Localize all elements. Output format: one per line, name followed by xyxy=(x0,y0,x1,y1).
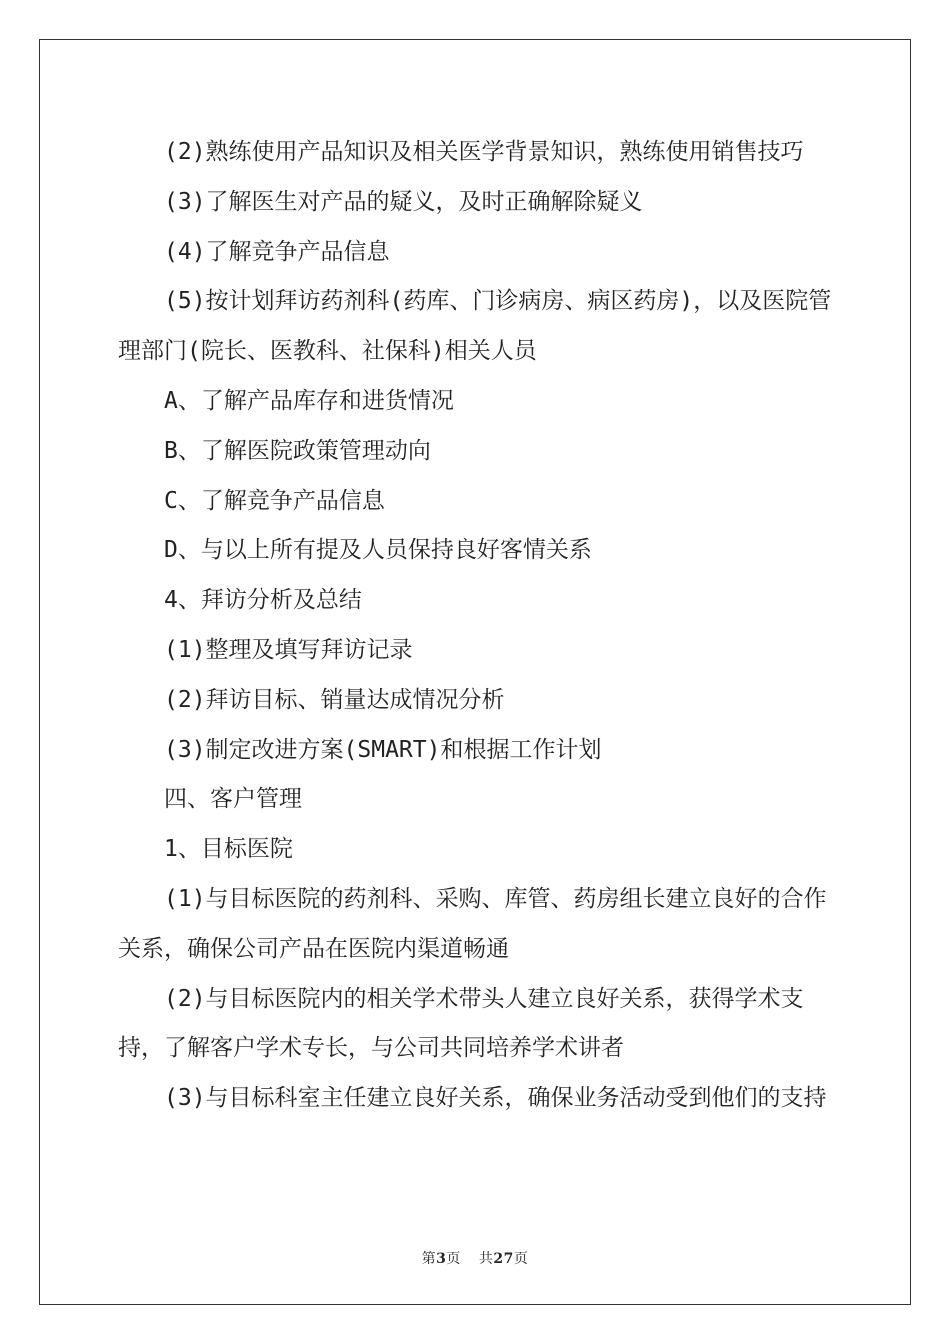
paragraph: B、了解医院政策管理动向 xyxy=(164,437,431,464)
paragraph: (3)了解医生对产品的疑义，及时正确解除疑义 xyxy=(164,188,643,215)
paragraph: (3)与目标科室主任建立良好关系，确保业务活动受到他们的支持 xyxy=(164,1085,827,1112)
footer-page-number: 3 xyxy=(436,1251,447,1267)
paragraph: C、了解竞争产品信息 xyxy=(164,487,385,514)
document-body xyxy=(118,128,836,1124)
paragraph: (1)整理及填写拜访记录 xyxy=(164,636,413,663)
paragraph: (4)了解竞争产品信息 xyxy=(164,238,390,265)
paragraph: A、了解产品库存和进货情况 xyxy=(164,387,454,414)
paragraph: 四、客户管理 xyxy=(164,786,302,813)
paragraph: (2)熟练使用产品知识及相关医学背景知识，熟练使用销售技巧 xyxy=(164,139,804,165)
footer-page-prefix: 第 xyxy=(421,1251,437,1267)
paragraph: (2)与目标医院内的相关学术带头人建立良好关系，获得学术支持，了解客户学术专长，与公司共同培养学术讲者 xyxy=(118,985,804,1062)
paragraph: (2)拜访目标、销量达成情况分析 xyxy=(164,686,505,713)
footer-total-prefix: 共 xyxy=(478,1251,494,1267)
footer-total-suffix: 页 xyxy=(513,1251,529,1267)
paragraph: (1)与目标医院的药剂科、采购、库管、药房组长建立良好的合作关系，确保公司产品在医院内渠道畅通 xyxy=(118,885,827,962)
page-footer xyxy=(0,1248,950,1268)
paragraph: (3)制定改进方案(SMART)和根据工作计划 xyxy=(164,736,602,763)
paragraph: D、与以上所有提及人员保持良好客情关系 xyxy=(164,537,592,564)
paragraph: 1、目标医院 xyxy=(164,836,293,863)
footer-total-number: 27 xyxy=(493,1251,514,1267)
paragraph: (5)按计划拜访药剂科(药库、门诊病房、病区药房)，以及医院管理部门(院长、医教科、社保科)相关人员 xyxy=(118,288,832,365)
footer-page-suffix: 页 xyxy=(446,1251,461,1267)
paragraph: 4、拜访分析及总结 xyxy=(164,587,362,614)
